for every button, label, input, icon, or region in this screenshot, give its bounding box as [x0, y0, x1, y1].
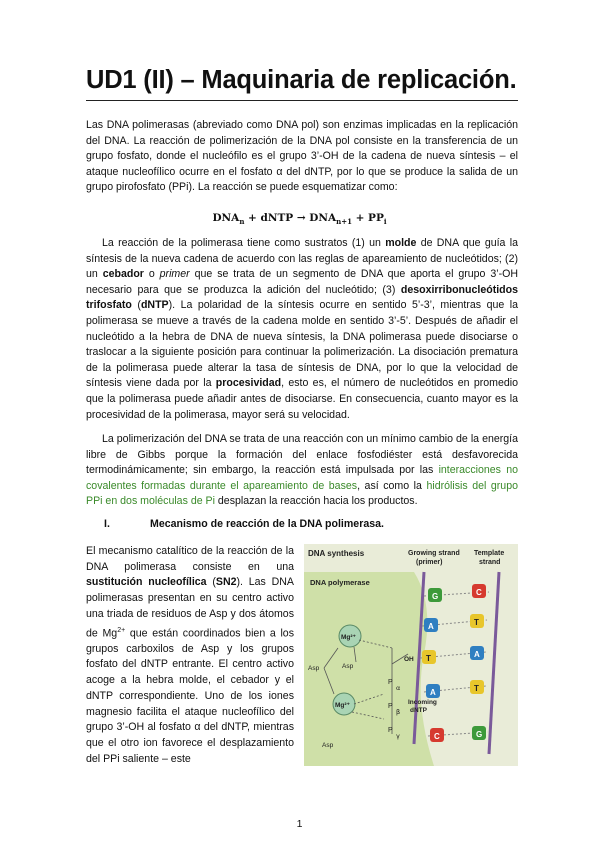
- growing-strand-label: Growing strand: [408, 550, 460, 557]
- strand-label: strand: [479, 559, 501, 566]
- base-label: T: [474, 618, 479, 627]
- energy-paragraph: La polimerización del DNA se trata de una reacción con un mínimo cambio de la energía libre de Gibbs porque la formación del enlace fosfodiéster está desfavorecida termodinámicamente; sin embargo, la reacción está impulsada por las interacciones no covalentes formadas durante el apareamiento de bases, así como la hidrólisis del grupo PPi en dos moléculas de Pi desplazan la reacción hacia los productos.: [86, 433, 518, 508]
- alpha-label: α: [396, 684, 401, 692]
- gamma-label: γ: [396, 732, 400, 740]
- base-label: T: [474, 684, 479, 693]
- dna-synthesis-figure: [304, 544, 518, 766]
- base-label: T: [426, 654, 431, 663]
- magnesium-ion-2-label: Mg²⁺: [335, 702, 350, 709]
- figure-title: DNA synthesis: [308, 549, 365, 558]
- dntp-label: dNTP: [410, 707, 427, 714]
- template-label: Template: [474, 550, 505, 557]
- primer-label: (primer): [416, 559, 443, 566]
- asp-label: Asp: [308, 665, 320, 672]
- beta-label: β: [396, 708, 401, 716]
- svg-text:P: P: [388, 727, 393, 734]
- base-label: A: [474, 650, 480, 659]
- reaction-equation: $DNA_n$ + dNTP → $DNA_{n+1} + PP_i$: [212, 212, 387, 227]
- base-label: A: [430, 688, 436, 697]
- incoming-label: Incoming: [408, 699, 437, 706]
- page-title: UD1 (II) – Maquinaria de replicación.: [86, 66, 517, 94]
- section-heading: I. Mecanismo de reacción de la DNA polimerasa.: [104, 518, 384, 530]
- hydroxyl-label: OH: [404, 656, 414, 663]
- base-label: C: [476, 588, 482, 597]
- title-underline: [86, 100, 518, 101]
- substrates-paragraph: La reacción de la polimerasa tiene como sustratos (1) un molde de DNA que guía la síntesis de la nueva cadena de acuerdo con las reglas de apareamiento de nucleótidos; (2) un cebador o primer que se trata de un segmento de DNA que aporta el grupo 3’-OH necesario para que se produzca la adición del nucleótido; (3) desoxirribonucleótidos trifosfato (dNTP). La polaridad de la síntesis ocurre en sentido 5’-3’, mientras que la polimerasa se mueve a través de la cadena molde en sentido 3’-5’. Después de añadir el nucleótido a la hebra de DNA de nueva síntesis, la DNA polimerasa puede disociarse o traslocar a la siguiente posición para continuar la polimerización. La disociación prematura de la polimerasa puede alterar la tasa de síntesis de DNA, por lo que la velocidad de síntesis viene dada por la procesividad, esto es, el número de nucleótidos en promedio que la polimerasa puede añadir antes de disociarse. En consecuencia, cuanto mayor es la procesividad de la polimerasa, mayor será su velocidad.: [86, 237, 519, 421]
- base-label: G: [432, 592, 439, 601]
- polymerase-label: DNA polymerase: [310, 578, 370, 587]
- magnesium-ion-1-label: Mg²⁺: [341, 634, 356, 641]
- asp-label: Asp: [322, 742, 334, 749]
- base-label: C: [434, 732, 440, 741]
- asp-label: Asp: [342, 663, 354, 670]
- svg-text:P: P: [388, 703, 393, 710]
- page-number: 1: [296, 818, 303, 830]
- base-label: A: [428, 622, 434, 631]
- svg-text:P: P: [388, 679, 393, 686]
- mechanism-paragraph: El mecanismo catalítico de la reacción de la DNA polimerasa consiste en una sustitución nucleofílica (SN2). Las DNA polimerasas presentan en su centro activo una triada de residuos de Asp y dos átomos de $Mg^{2+}$ que están coordinados bien a los grupos carboxilos de Asp y los grupos fosfato del dNTP entrante. El centro activo acoge a la hebra molde, el cebador y el dNTP correspondiente. Uno de los iones magnesio facilita el ataque nucleofílico del grupo 3’-OH al fosfato α del dNTP, mientras que el otro ion favorece el desplazamiento del PPi saliente – este: [86, 545, 294, 765]
- dna-synthesis-diagram: [304, 544, 518, 766]
- base-label: G: [476, 730, 483, 739]
- intro-paragraph: Las DNA polimerasas (abreviado como DNA pol) son enzimas implicadas en la replicación del DNA. La reacción de polimerización de la DNA pol consiste en la transferencia de un grupo fosfato, donde el nucleófilo es el grupo 3’-OH de la cadena de nueva síntesis – el ataque nucleofílico ocurre en el fosfato α del dNTP, por lo que se produce la salida de un grupo pirofosfato (PPi). La reacción se puede esquematizar como:: [86, 119, 518, 194]
